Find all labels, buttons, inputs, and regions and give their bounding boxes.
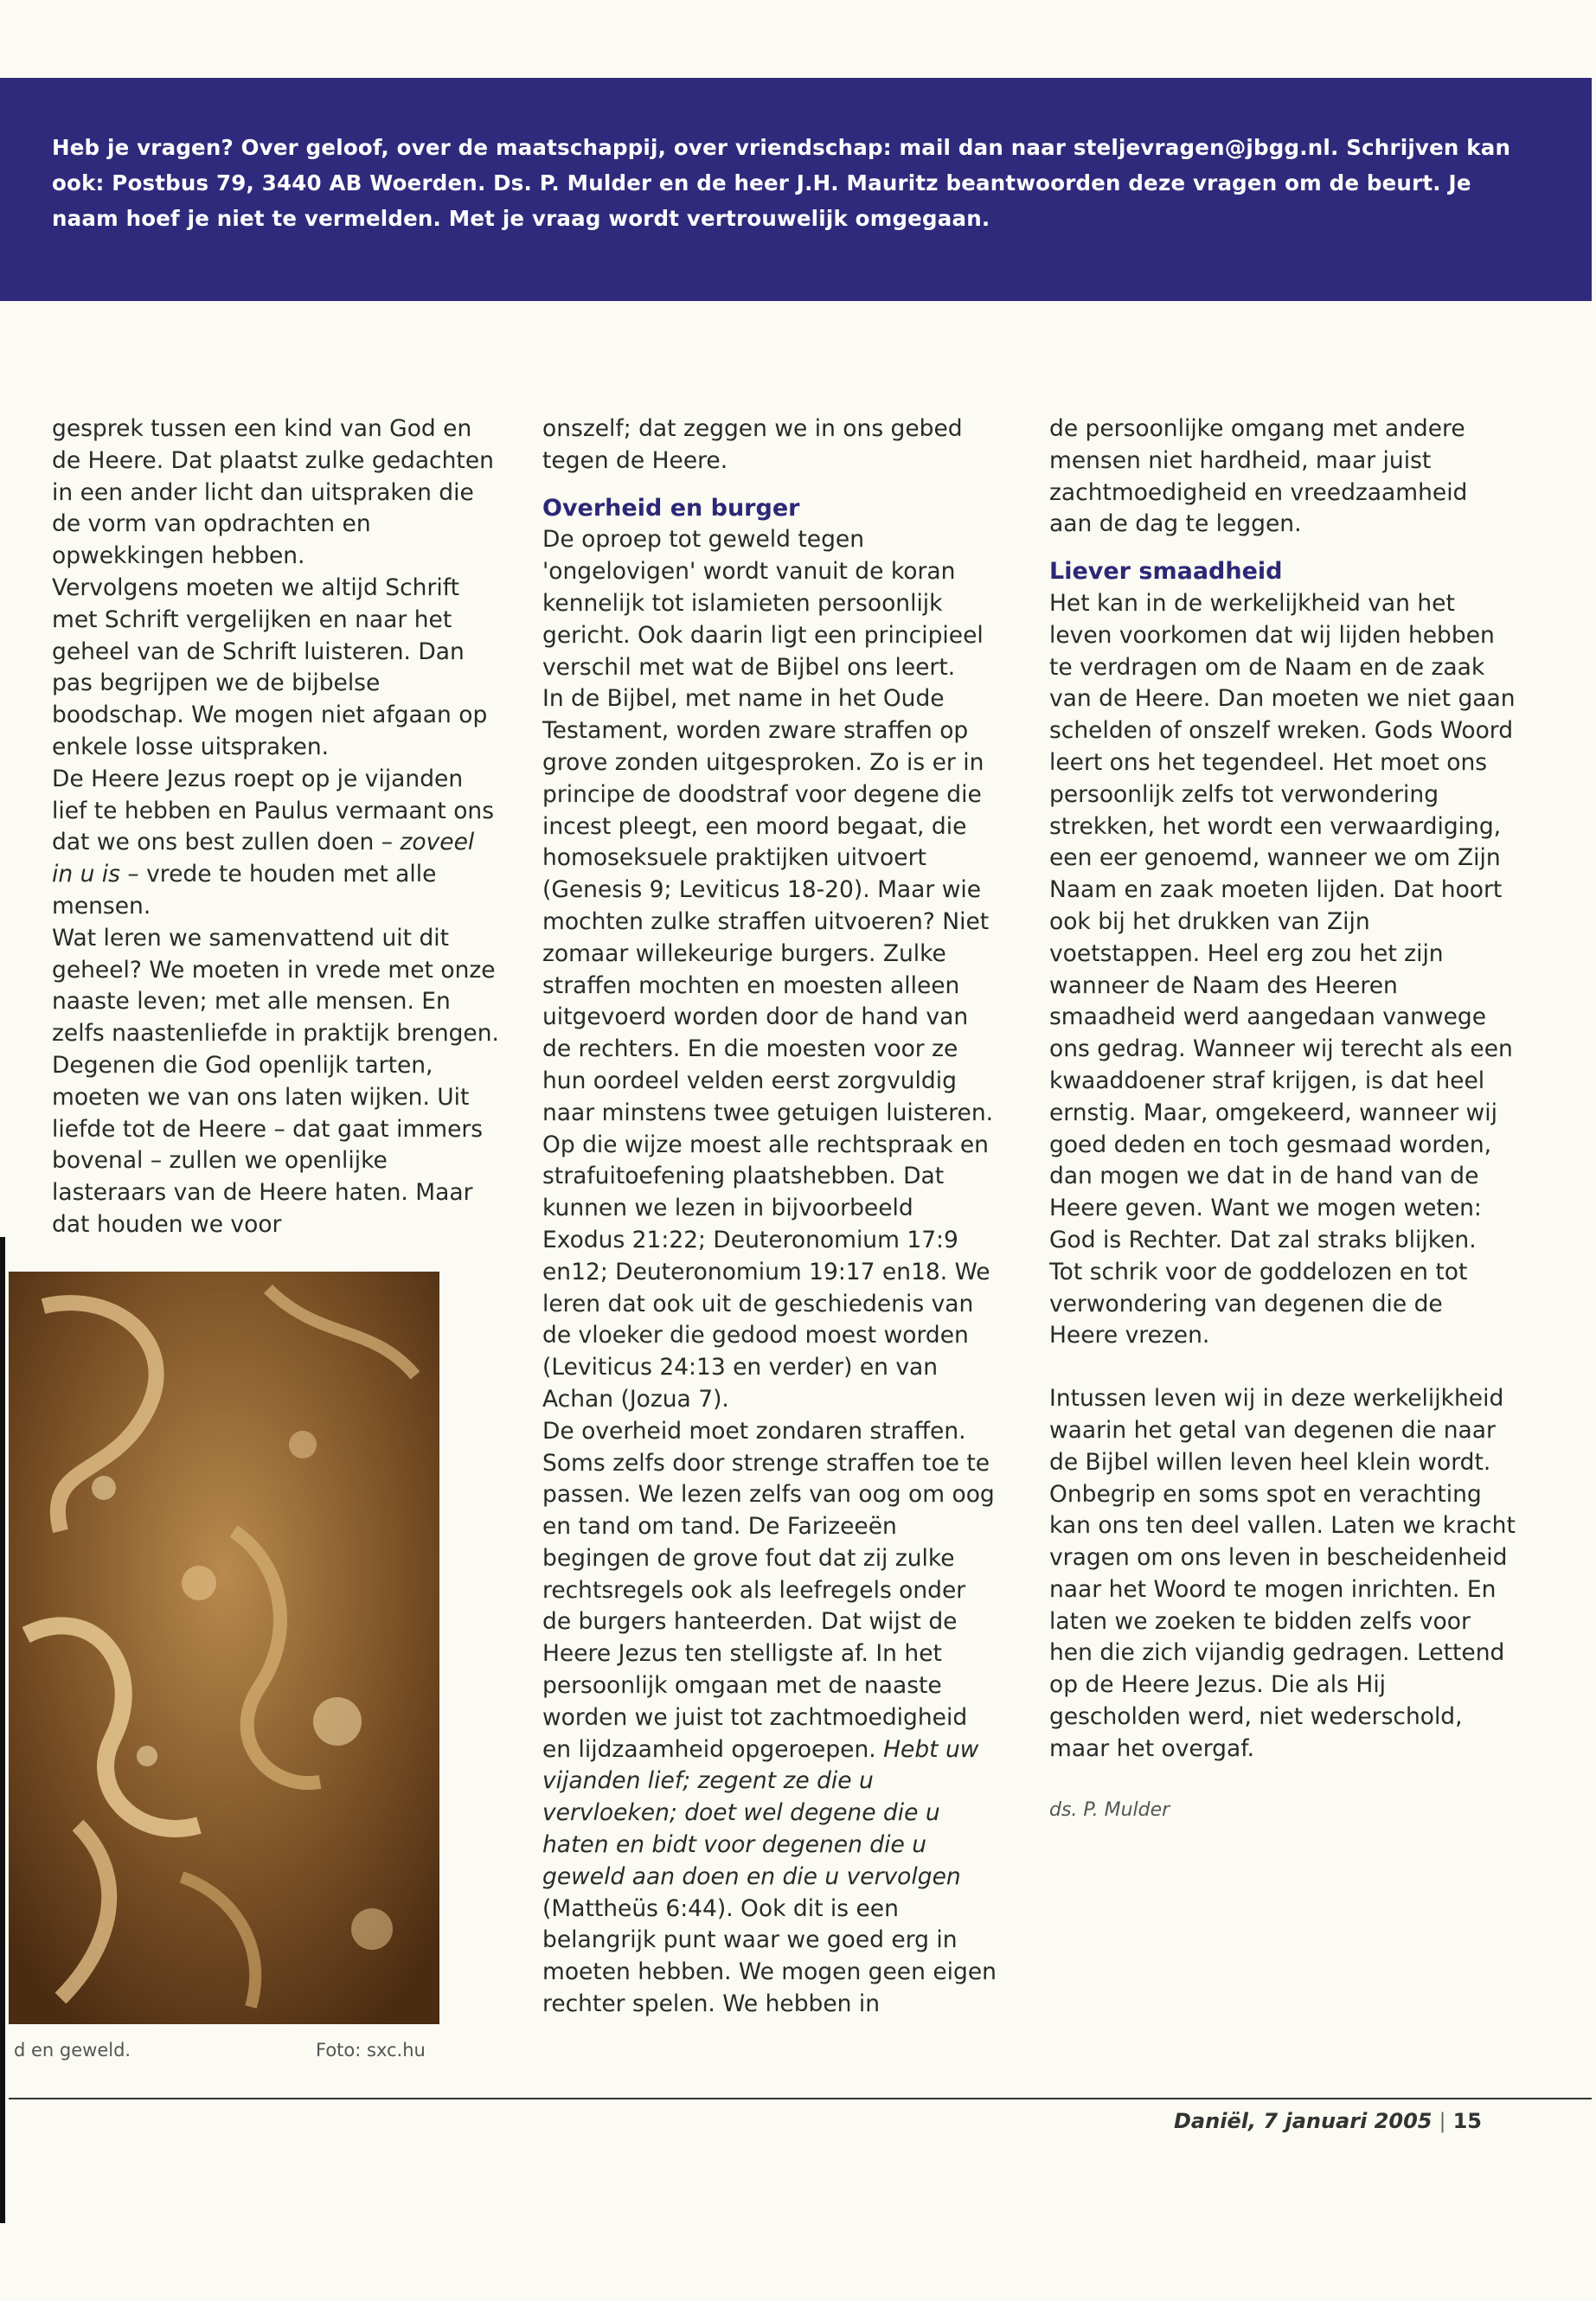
- page-number: 15: [1452, 2109, 1482, 2133]
- paragraph: In de Bijbel, met name in het Oude Testament, worden zware straffen op grove zonden uitgesproken. Zo is er in principe de doodstraf voor degene die incest pleegt, een moord begaat, die homoseksuele praktijken uitvoert (Genesis 9; Leviticus 18-20). Maar wie mochten zulke straffen uitvoeren? Niet zomaar willekeurige burgers. Zulke straffen mochten en moesten alleen uitgevoerd worden door de hand van de rechters. En die moesten voor ze hun oordeel velden eerst zorgvuldig naar minstens twee getuigen luisteren. Op die wijze moest alle rechtspraak en strafuitoefening plaatshebben. Dat kunnen we lezen in bijvoorbeeld Exodus 21:22; Deuteronomium 17:9 en12; Deuteronomium 19:17 en18. We leren dat ook uit de geschiedenis van de vloeker die gedood moest worden (Leviticus 24:13 en verder) en van Achan (Jozua 7).: [542, 685, 994, 1413]
- paragraph: gesprek tussen een kind van God en de Heere. Dat plaatst zulke gedachten in een ander licht dan uitspraken die de vorm van opdrachten en opwekkingen hebben.: [52, 415, 494, 570]
- text-span: De Heere Jezus roept op je vijanden lief te hebben en Paulus vermaant ons dat we ons best zullen doen: [52, 765, 495, 856]
- carved-relief-photo: [9, 1272, 439, 2024]
- paragraph: Intussen leven wij in deze werkelijkheid waarin het getal van degenen die naar de Bijbel willen leven heel klein wordt. Onbegrip en soms spot en verachting kan ons ten deel vallen. Laten we kracht vragen om ons leven in bescheidenheid naar het Woord te mogen inrichten. En laten we zoeken te bidden zelfs voor hen die zich vijandig gedragen. Lettend op de Heere Jezus. Die als Hij gescholden werd, niet wederschold, maar het overgaf.: [1049, 1385, 1516, 1762]
- publication-date: Daniël, 7 januari 2005: [1174, 2109, 1433, 2133]
- paragraph: Wat leren we samenvattend uit dit geheel? We moeten in vrede met onze naaste leven; met alle mensen. En zelfs naastenliefde in praktijk brengen. Degenen die God openlijk tarten, moeten we van ons laten wijken. Uit liefde tot de Heere – dat gaat immers bovenal – zullen we openlijke lasteraars van de Heere haten. Maar dat houden we voor: [52, 924, 499, 1238]
- footer-separator: |: [1439, 2109, 1446, 2133]
- paragraph: Het kan in de werkelijkheid van het leven voorkomen dat wij lijden hebben te verdragen om de Naam en de zaak van de Heere. Dan moeten we niet gaan schelden of onszelf wreken. Gods Woord leert ons het tegendeel. Het moet ons persoonlijk zelfs tot verwondering strekken, het wordt een verwaardiging, een eer genoemd, wanneer we om Zijn Naam en zaak moeten lijden. Dat hoort ook bij het drukken van Zijn voetstappen. Heel erg zou het zijn wanneer de Naam des Heeren smaadheid werd aangedaan vanwege ons gedrag. Wanneer wij terecht als een kwaaddoener straf krijgen, is dat heel ernstig. Maar, omgekeerd, wanneer wij goed deden en toch gesmaad worden, dan mogen we dat in de hand van de Heere geven. Want we mogen weten: God is Rechter. Dat zal straks blijken. Tot schrik voor de goddelozen en tot verwondering van degenen die de Heere vrezen.: [1049, 589, 1516, 1349]
- paragraph: [52, 764, 502, 923]
- article-photo: [9, 1272, 439, 2024]
- paragraph: de persoonlijke omgang met andere mensen niet hardheid, maar juist zachtmoedigheid en vreedzaamheid aan de dag te leggen.: [1049, 415, 1468, 538]
- article-column-2: [542, 413, 1001, 2021]
- page-edge-shadow: [0, 1237, 5, 2223]
- paragraph: De oproep tot geweld tegen 'ongelovigen' wordt vanuit de koran kennelijk tot islamieten persoonlijk gericht. Ook daarin ligt een principieel verschil met wat de Bijbel ons leert.: [542, 526, 984, 681]
- paragraph: onszelf; dat zeggen we in ons gebed tegen de Heere.: [542, 415, 963, 474]
- italic-span: – zoveel in u is –: [52, 829, 475, 888]
- banner-text: Heb je vragen? Over geloof, over de maatschappij, over vriendschap: mail dan naar steljevragen@jbgg.nl. Schrijven kan ook: Postbus 79, 3440 AB Woerden. Ds. P. Mulder en de heer J.H. Mauritz beantwoorden deze vragen om de beurt. Je naam hoef je niet te vermelden. Met je vraag wordt vertrouwelijk omgegaan.: [52, 135, 1511, 231]
- paragraph: [542, 1416, 1001, 2021]
- footer-rule: [9, 2098, 1592, 2099]
- paragraph: Vervolgens moeten we altijd Schrift met Schrift vergelijken en naar het geheel van de Schrift luisteren. Dan pas begrijpen we de bijbelse boodschap. We mogen niet afgaan op enkele losse uitspraken.: [52, 574, 488, 760]
- text-span: vrede te houden met alle mensen.: [52, 861, 437, 920]
- question-banner: [0, 78, 1592, 301]
- italic-span: Hebt uw vijanden lief; zegent ze die u vervloeken; doet wel degene die u haten en bidt voor degenen die u geweld aan doen en die u vervolgen: [542, 1735, 979, 1890]
- article-column-3: [1049, 413, 1516, 1826]
- photo-caption: d en geweld.: [14, 2040, 131, 2061]
- author-signature: ds. P. Mulder: [1049, 1798, 1170, 1821]
- text-span: De overheid moet zondaren straffen. Soms zelfs door strenge straffen toe te passen. We lezen zelfs van oog om oog en tand om tand. De Farizeeën begingen de grove fout dat zij zulke rechtsregels ook als leefregels onder de burgers hanteerden. Dat wijst de Heere Jezus ten stelligste af. In het persoonlijk omgaan met de naaste worden we juist tot zachtmoedigheid en lijdzaamheid opgeroepen.: [542, 1417, 995, 1763]
- paragraph-gap: [1049, 1352, 1516, 1383]
- section-heading: Liever smaadheid: [1049, 558, 1283, 586]
- text-span: (Mattheüs 6:44). Ook dit is een belangrijk punt waar we goed erg in moeten hebben. We mogen geen eigen rechter spelen. We hebben in: [542, 1894, 997, 2018]
- section-heading: Overheid en burger: [542, 494, 800, 522]
- photo-credit: Foto: sxc.hu: [316, 2040, 426, 2061]
- page-footer: [1174, 2109, 1482, 2133]
- article-column-1: [52, 413, 502, 1241]
